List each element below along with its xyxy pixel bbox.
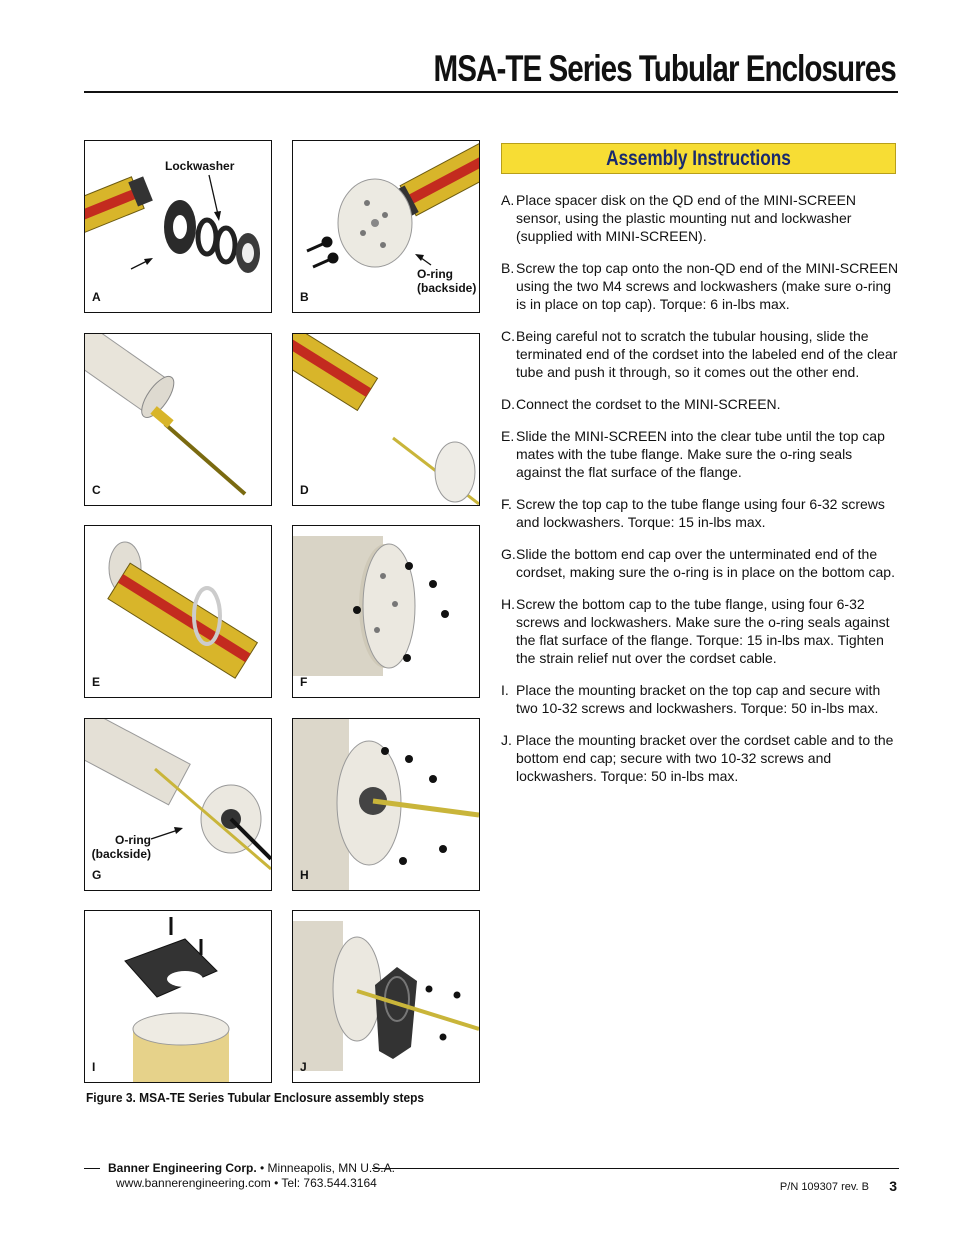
step-text: Slide the MINI-SCREEN into the clear tube until the top cap mates with the tube flange. Make sure the o-ring seals against the flat surface of the flange. [516,428,885,480]
step-label: I. [501,682,509,698]
step-text: Being careful not to scratch the tubular housing, slide the terminated end of the cordset into the labeled end of the clear tube and push it through, so it comes out the other end. [516,328,898,380]
step-text: Connect the cordset to the MINI-SCREEN. [516,396,781,412]
step-a [501,191,899,245]
figure-panel-b [292,140,480,313]
o-ring-callout: O-ring (backside) [417,267,477,295]
slide-into-tube-illustration [85,526,271,697]
bottom-cap-illustration [85,719,271,890]
step-label: G. [501,546,516,562]
step-label: J. [501,732,512,748]
panel-letter: D [300,483,309,497]
step-b [501,259,899,313]
page-title: MSA-TE Series Tubular Enclosures [433,48,896,89]
figure-panel-h [292,718,480,891]
panel-letter: H [300,868,309,882]
assembly-steps-list [501,191,899,799]
figure-panel-g [84,718,272,891]
panel-letter: G [92,868,102,882]
cordset-into-tube-illustration [85,334,271,505]
panel-letter: J [300,1060,307,1074]
step-text: Screw the top cap to the tube flange using four 6-32 screws and lockwashers. Torque: 15 in-lbs max. [516,496,885,530]
step-d [501,395,899,413]
strain-relief-illustration [293,719,479,890]
step-label: C. [501,328,515,344]
step-text: Place the mounting bracket over the cordset cable and to the bottom end cap; secure with two 10-32 screws and lockwashers. Torque: 50 in-lbs max. [516,732,894,784]
page-number: 3 [889,1178,897,1194]
footer-company: Banner Engineering Corp. • Minneapolis, MN U.S.A. [108,1161,395,1175]
step-label: B. [501,260,515,276]
panel-letter: E [92,675,101,689]
footer-contact: www.bannerengineering.com • Tel: 763.544.3164 [116,1176,377,1190]
figure-panel-i [84,910,272,1083]
figure-panel-c [84,333,272,506]
assembly-instructions-heading: Assembly Instructions [501,143,896,174]
step-e [501,427,899,481]
step-i [501,681,899,717]
step-label: D. [501,396,515,412]
bottom-bracket-illustration [293,911,479,1082]
figure-panel-f [292,525,480,698]
step-f [501,495,899,531]
step-text: Screw the top cap onto the non-QD end of the MINI-SCREEN using the two M4 screws and lockwashers (make sure o-ring is in place on top cap). Torque: 6 in-lbs max. [516,260,899,312]
panel-letter: B [300,290,309,304]
step-text: Place spacer disk on the QD end of the MINI-SCREEN sensor, using the plastic mounting nut and lockwasher (supplied with MINI-SCREEN). [516,192,857,244]
step-label: F. [501,496,512,512]
step-c [501,327,899,381]
top-cap-screws-illustration [293,526,479,697]
step-j [501,731,899,785]
figure-panel-j [292,910,480,1083]
title-rule [84,91,898,93]
step-text: Place the mounting bracket on the top cap and secure with two 10-32 screws and lockwashers. Torque: 50 in-lbs max. [516,682,881,716]
connect-cordset-illustration [293,334,479,505]
step-h [501,595,899,667]
step-text: Screw the bottom cap to the tube flange, using four 6-32 screws and lockwashers. Make sure the o-ring seals against the flat surface of the flange. Torque: 15 in-lbs max. Tighten the strain relief nut over the cordset cable. [516,596,890,666]
lockwasher-callout: Lockwasher [165,159,235,173]
panel-letter: A [92,290,101,304]
figure-panel-a [84,140,272,313]
figure-panel-d [292,333,480,506]
footer-rule [84,1168,100,1169]
panel-letter: C [92,483,101,497]
footer-part-number: P/N 109307 rev. B [779,1181,869,1193]
footer-rule [372,1168,899,1169]
o-ring-callout: O-ring (backside) [91,833,151,861]
panel-letter: F [300,675,308,689]
figure-panel-e [84,525,272,698]
step-label: A. [501,192,515,208]
panel-letter: I [92,1060,96,1074]
step-label: E. [501,428,515,444]
step-text: Slide the bottom end cap over the unterminated end of the cordset, making sure the o-ring is in place on the bottom cap. [516,546,895,580]
figure-caption: Figure 3. MSA-TE Series Tubular Enclosure assembly steps [86,1090,425,1105]
step-label: H. [501,596,515,612]
step-g [501,545,899,581]
top-bracket-illustration [85,911,271,1082]
